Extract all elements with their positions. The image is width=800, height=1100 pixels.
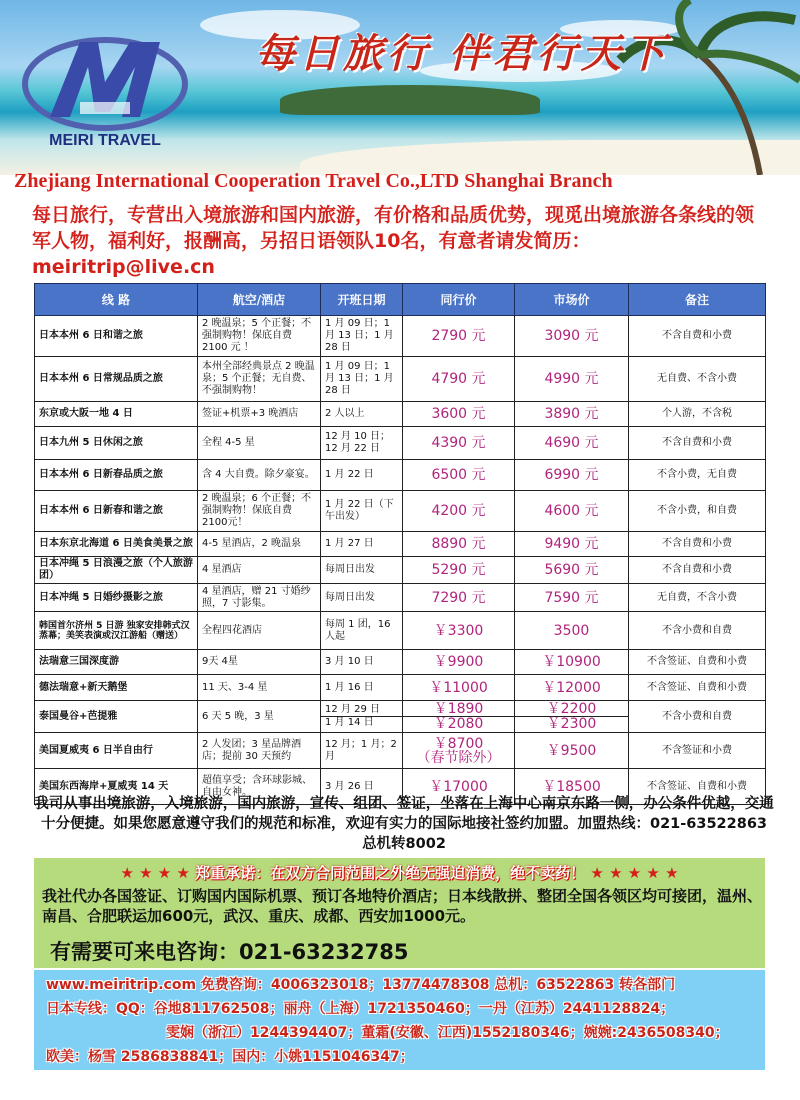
note-cell: 不含小费，和自费 [629, 491, 766, 532]
market-price-cell: ￥10900 [515, 650, 629, 675]
price-line: ￥2300 [546, 716, 597, 732]
market-price-cell: 4690 元 [515, 427, 629, 460]
hotel-cell: 全程四花酒店 [198, 612, 321, 650]
market-price-cell: 7590 元 [515, 584, 629, 612]
col-header: 开班日期 [321, 284, 403, 316]
market-price-cell: 3090 元 [515, 316, 629, 357]
market-price-cell [515, 701, 629, 733]
market-price-cell: 4600 元 [515, 491, 629, 532]
slogan: 每日旅行 伴君行天下 [255, 30, 669, 77]
note-cell: 不含签证、自费和小费 [629, 675, 766, 701]
hotel-cell: 签证+机票+3 晚酒店 [198, 402, 321, 427]
route-cell: 日本本州 6 日新春和谐之旅 [35, 491, 198, 532]
hotel-cell: 2 晚温泉；5 个正餐；不强制购物！保底自费 2100 元 ！ [198, 316, 321, 357]
stars-left: ★ ★ ★ ★ [120, 864, 190, 882]
date-cell: 1 月 27 日 [321, 532, 403, 557]
peer-price-cell: 8890 元 [403, 532, 515, 557]
intro-text: 每日旅行，专营出入境旅游和国内旅游，有价格和品质优势，现觅出境旅游各条线的领军人物，福利好，报酬高，另招日语领队10名，有意者请发简历：meiritrip@live.cn [32, 204, 755, 278]
col-header: 线 路 [35, 284, 198, 316]
table-row [35, 357, 766, 402]
route-cell: 日本冲绳 5 日浪漫之旅（个人旅游团） [35, 557, 198, 584]
company-intro: 我司从事出境旅游，入境旅游，国内旅游，宣传、组团、签证，坐落在上海中心南京东路一侧，办公条件优越，交通十分便捷。如果您愿意遵守我们的规范和标准，欢迎有实力的国际地接社签约加盟。加盟热线：021-63522863总机转8002 [34, 796, 774, 852]
price-line: ￥8700 [433, 735, 484, 752]
note-cell: 不含小费，无自费 [629, 460, 766, 491]
col-header: 航空/酒店 [198, 284, 321, 316]
contact-block [34, 970, 765, 1070]
route-cell: 美国东西海岸+夏威夷 14 天 [35, 769, 198, 805]
note-cell: 不含小费和自费 [629, 701, 766, 733]
col-header: 同行价 [403, 284, 515, 316]
date-line: 12 月 29 日 [321, 704, 402, 717]
table-row [35, 650, 766, 675]
hotel-cell: 超值享受；含环球影城、自由女神。 [198, 769, 321, 805]
market-price-cell: 4990 元 [515, 357, 629, 402]
market-price-cell: 5690 元 [515, 557, 629, 584]
hotel-cell: 4-5 星酒店，2 晚温泉 [198, 532, 321, 557]
company-name: Zhejiang International Cooperation Travel Co.,LTD Shanghai Branch [14, 170, 613, 192]
tour-price-table [34, 283, 766, 805]
note-cell: 不含签证、自费和小费 [629, 650, 766, 675]
peer-price-cell: ￥17000 [403, 769, 515, 805]
date-cell: 12 月；1 月；2 月 [321, 733, 403, 769]
price-line: ￥1890 [403, 702, 514, 717]
col-header: 市场价 [515, 284, 629, 316]
date-cell: 2 人以上 [321, 402, 403, 427]
header-banner [0, 0, 800, 175]
date-cell: 每周 1 团，16 人起 [321, 612, 403, 650]
hotel-cell: 2 人发团；3 星品牌酒店；提前 30 天预约 [198, 733, 321, 769]
service-text: 我社代办各国签证、订购国内国际机票、预订各地特价酒店；日本线散拼、整团全国各领区均可接团，温州、南昌、合肥联运加600元，武汉、重庆、成都、西安加1000元。 [42, 887, 763, 925]
market-price-cell: ￥18500 [515, 769, 629, 805]
table-row [35, 532, 766, 557]
note-cell: 无自费，不含小费 [629, 584, 766, 612]
logo-text: MEIRI TRAVEL [49, 132, 161, 149]
table-header-row [35, 284, 766, 316]
note-cell: 不含自费和小费 [629, 532, 766, 557]
route-cell: 日本本州 6 日常规品质之旅 [35, 357, 198, 402]
table-row [35, 491, 766, 532]
date-cell: 3 月 26 日 [321, 769, 403, 805]
note-cell: 不含签证、自费和小费 [629, 769, 766, 805]
hotel-cell: 4 星酒店 [198, 557, 321, 584]
table-row [35, 612, 766, 650]
table-row [35, 460, 766, 491]
date-cell: 1 月 16 日 [321, 675, 403, 701]
market-price-cell: 6990 元 [515, 460, 629, 491]
promise-text: 郑重承诺：在双方合同范围之外绝无强迫消费，绝不卖药！ [195, 864, 586, 882]
market-price-cell: ￥9500 [515, 733, 629, 769]
note-cell: 不含自费和小费 [629, 427, 766, 460]
note-cell: 不含自费和小费 [629, 557, 766, 584]
hotel-cell: 本州全部经典景点 2 晚温泉；5 个正餐；无自费、不强制购物！ [198, 357, 321, 402]
hotel-cell: 6 天 5 晚，3 星 [198, 701, 321, 733]
peer-price-cell: ￥3300 [403, 612, 515, 650]
peer-price-cell: 4790 元 [403, 357, 515, 402]
route-cell: 日本本州 6 日和谐之旅 [35, 316, 198, 357]
price-line: ￥2200 [515, 702, 628, 717]
route-cell: 法瑞意三国深度游 [35, 650, 198, 675]
peer-price-cell: 2790 元 [403, 316, 515, 357]
market-price-cell: 9490 元 [515, 532, 629, 557]
route-cell: 日本九州 5 日休闲之旅 [35, 427, 198, 460]
hotel-cell: 含 4 大自费。除夕豪宴。 [198, 460, 321, 491]
note-cell: 无自费、不含小费 [629, 357, 766, 402]
hotel-cell: 9天 4星 [198, 650, 321, 675]
date-line: 1 月 14 日 [325, 717, 374, 728]
table-row [35, 427, 766, 460]
peer-price-cell: 7290 元 [403, 584, 515, 612]
peer-price-cell [403, 733, 515, 769]
date-cell: 1 月 09 日；1 月 13 日；1 月 28 日 [321, 316, 403, 357]
col-header: 备注 [629, 284, 766, 316]
route-cell: 韩国首尔济州 5 日游 独家安排韩式汉蒸幕；美笑表演或汉江游船（赠送） [35, 612, 198, 650]
peer-price-cell: 3600 元 [403, 402, 515, 427]
route-cell: 日本冲绳 5 日婚纱摄影之旅 [35, 584, 198, 612]
contact-line-japan-2: 雯娴（浙江）1244394407；董霜(安徽、江西)1552180346；婉婉:2436508340； [166, 1025, 729, 1041]
route-cell: 泰国曼谷+芭提雅 [35, 701, 198, 733]
date-cell: 12 月 10 日；12 月 22 日 [321, 427, 403, 460]
table-row [35, 584, 766, 612]
consult-phone: 有需要可来电咨询：021-63232785 [50, 940, 409, 964]
route-cell: 日本东京北海道 6 日美食美景之旅 [35, 532, 198, 557]
contact-line-web: www.meiritrip.com 免费咨询：4006323018；13774478308 总机：63522863 转各部门 [46, 977, 676, 993]
market-price-cell: ￥12000 [515, 675, 629, 701]
date-cell: 3 月 10 日 [321, 650, 403, 675]
price-line: ￥2080 [433, 716, 484, 732]
peer-price-cell: 4390 元 [403, 427, 515, 460]
route-cell: 日本本州 6 日新春品质之旅 [35, 460, 198, 491]
table-row [35, 402, 766, 427]
hotel-cell: 2 晚温泉；6 个正餐；不强制购物！保底自费 2100元！ [198, 491, 321, 532]
note-cell: 个人游，不含税 [629, 402, 766, 427]
table-row [35, 316, 766, 357]
market-price-cell: 3500 [515, 612, 629, 650]
peer-price-cell: ￥11000 [403, 675, 515, 701]
island-shape [280, 85, 540, 115]
date-cell: 1 月 09 日；1 月 13 日；1 月 28 日 [321, 357, 403, 402]
table-row [35, 733, 766, 769]
route-cell: 东京或大阪一地 4 日 [35, 402, 198, 427]
peer-price-cell: 4200 元 [403, 491, 515, 532]
note-cell: 不含签证和小费 [629, 733, 766, 769]
table-row [35, 557, 766, 584]
promise-line [34, 862, 765, 883]
service-block [34, 858, 765, 968]
date-cell: 1 月 22 日（下午出发） [321, 491, 403, 532]
peer-price-cell: 5290 元 [403, 557, 515, 584]
contact-line-europe: 欧美：杨雪 2586838841；国内：小姚1151046347； [46, 1049, 414, 1065]
note-cell: 不含小费和自费 [629, 612, 766, 650]
date-cell [321, 701, 403, 733]
table-row [35, 675, 766, 701]
stars-right: ★ ★ ★ ★ ★ [590, 864, 679, 882]
table-row [35, 701, 766, 733]
peer-price-cell: 6500 元 [403, 460, 515, 491]
contact-line-japan: 日本专线：QQ：谷地811762508；丽舟（上海）1721350460；一丹（江苏）2441128824； [46, 1001, 675, 1017]
route-cell: 德法瑞意+新天鹅堡 [35, 675, 198, 701]
date-cell: 1 月 22 日 [321, 460, 403, 491]
route-cell: 美国夏威夷 6 日半自由行 [35, 733, 198, 769]
date-cell: 每周日出发 [321, 584, 403, 612]
peer-price-cell [403, 701, 515, 733]
price-note: （春节除外） [416, 749, 501, 766]
hotel-cell: 11 天、3-4 星 [198, 675, 321, 701]
hotel-cell: 全程 4-5 星 [198, 427, 321, 460]
date-cell: 每周日出发 [321, 557, 403, 584]
market-price-cell: 3890 元 [515, 402, 629, 427]
peer-price-cell: ￥9900 [403, 650, 515, 675]
note-cell: 不含自费和小费 [629, 316, 766, 357]
meiri-logo [10, 22, 200, 152]
hotel-cell: 4 星酒店，赠 21 寸婚纱照，7 寸影集。 [198, 584, 321, 612]
